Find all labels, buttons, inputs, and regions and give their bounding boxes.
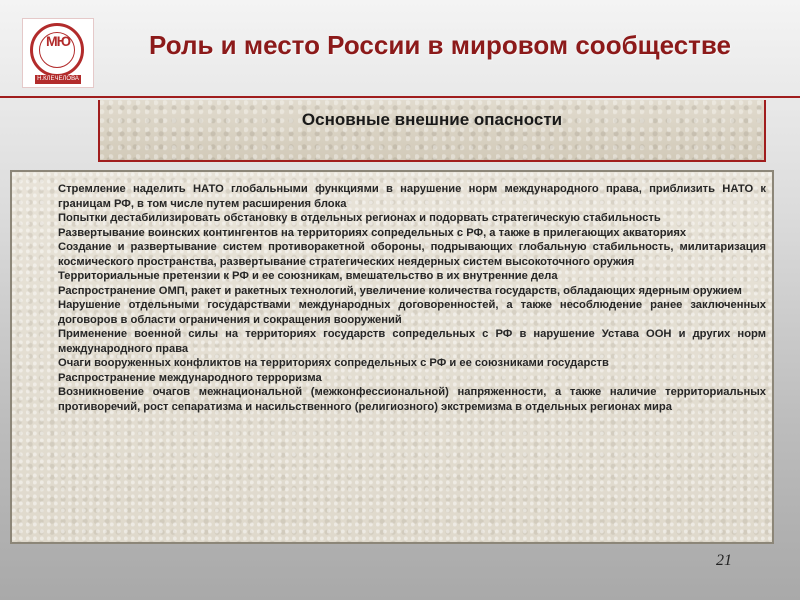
list-item-text: Очаги вооруженных конфликтов на территориях сопредельных с РФ и ее союзниками государств bbox=[58, 357, 609, 369]
list-item-text: Создание и развертывание систем противоракетной обороны, подрывающих глобальную стабильность, милитаризация космического пространства, развертывание стратегических неядерных систем высокоточного оружия bbox=[58, 241, 766, 268]
list-item bbox=[20, 356, 766, 371]
list-item-text: Нарушение отдельными государствами международных договоренностей, а также несоблюдение ранее заключенных договоров в области ограничения и сокращения вооружений bbox=[58, 299, 766, 326]
list-item-text: Попытки дестабилизировать обстановку в отдельных регионах и подорвать стратегическую стабильность bbox=[58, 212, 661, 224]
page-title: Роль и место России в мировом сообществе bbox=[149, 30, 731, 60]
list-item-text: Применение военной силы на территориях государств сопредельных с РФ в нарушение Устава ООН и других норм международного права bbox=[58, 328, 766, 355]
list-item-text: Возникновение очагов межнациональной (межконфессиональной) напряженности, а также наличие территориальных противоречий, рост сепаратизма и насильственного (религиозного) экстремизма в отдельных регионах мира bbox=[58, 386, 766, 413]
page-number: 21 bbox=[716, 552, 732, 569]
list-item bbox=[20, 226, 766, 241]
list-item bbox=[20, 269, 766, 284]
list-item bbox=[20, 371, 766, 386]
list-item-text: Территориальные претензии к РФ и ее союзникам, вмешательство в их внутренние дела bbox=[58, 270, 558, 282]
header-divider bbox=[0, 96, 800, 98]
list-item bbox=[20, 385, 766, 414]
list-item bbox=[20, 298, 766, 327]
list-item bbox=[20, 182, 766, 211]
panel-title: Основные внешние опасности bbox=[301, 110, 563, 129]
subtitle-panel bbox=[98, 100, 766, 162]
list-item bbox=[20, 284, 766, 299]
list-item bbox=[20, 211, 766, 226]
logo-mark: МЮ bbox=[45, 33, 71, 49]
university-logo bbox=[22, 18, 94, 88]
list-item-text: Распространение ОМП, ракет и ракетных технологий, увеличение количества государств, обладающих ядерным оружием bbox=[58, 284, 742, 297]
list-item bbox=[20, 327, 766, 356]
list-item bbox=[20, 240, 766, 269]
list-item-text: Распространение международного терроризма bbox=[58, 371, 322, 384]
dangers-list-box bbox=[10, 170, 774, 544]
logo-banner: Н.КЛЕЧЕЛОВА bbox=[35, 75, 81, 84]
dangers-list bbox=[12, 172, 772, 414]
logo-emblem-icon bbox=[30, 23, 84, 77]
list-item-text: Развертывание воинских контингентов на территориях сопредельных с РФ, а также в прилегающих акваториях bbox=[58, 226, 687, 239]
list-item-text: Стремление наделить НАТО глобальными функциями в нарушение норм международного права, приблизить НАТО к границам РФ, в том числе путем расширения блока bbox=[58, 183, 766, 210]
